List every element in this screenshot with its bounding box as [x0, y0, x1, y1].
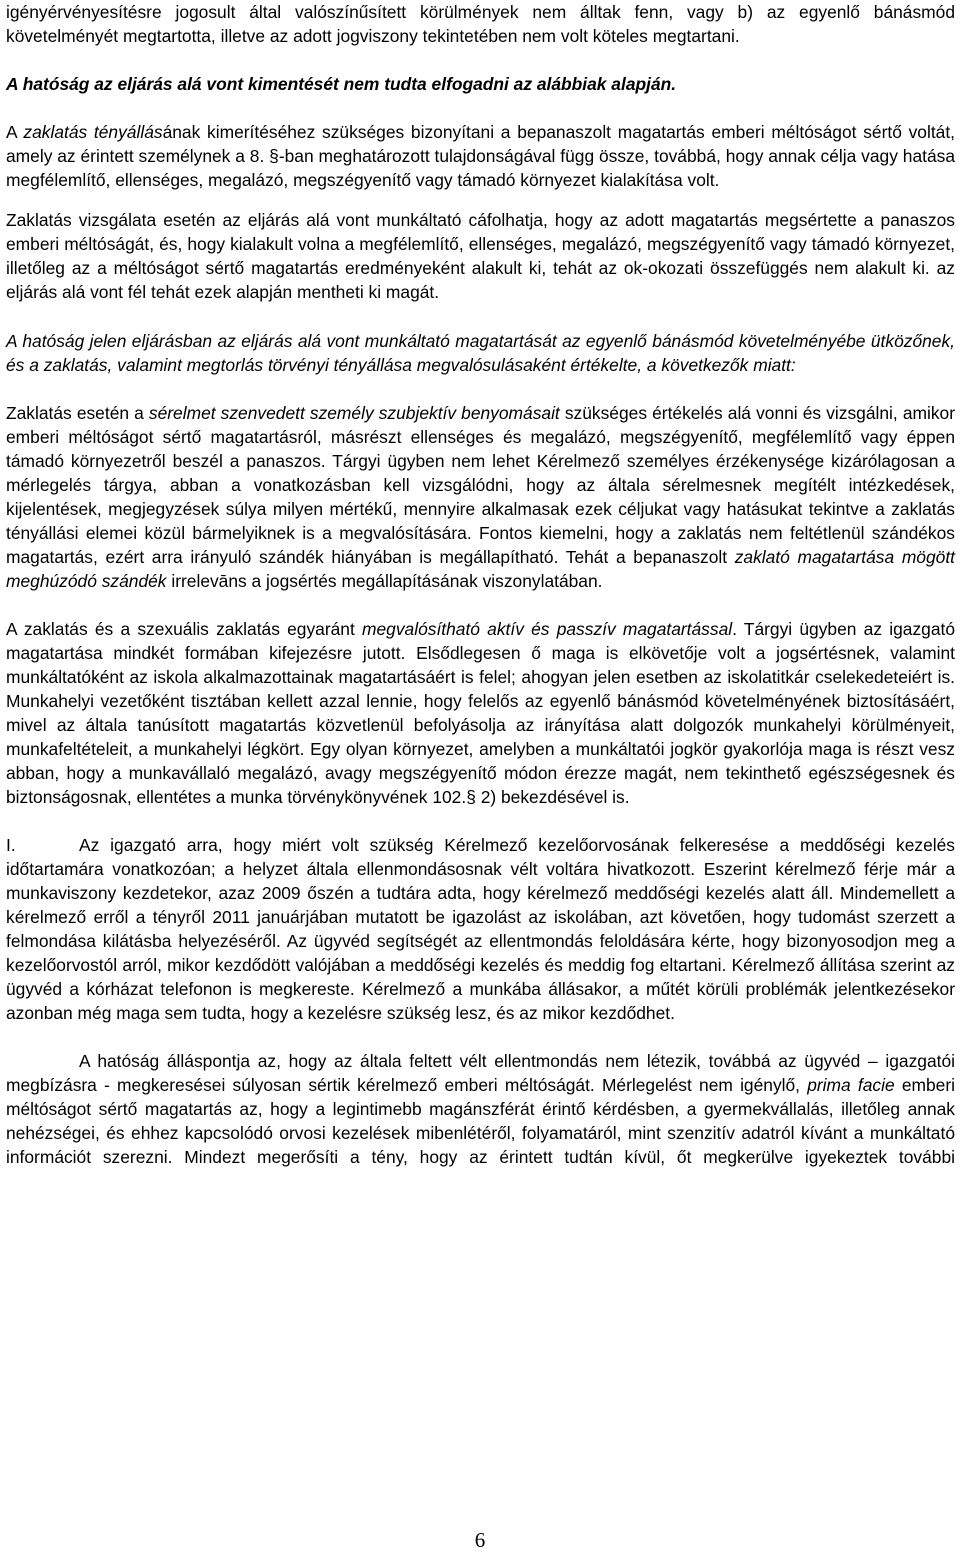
- paragraph-3-italic: zaklatás tényállás: [23, 122, 163, 142]
- paragraph-3: [6, 120, 955, 192]
- paragraph-9-text-a: A hatóság álláspontja az, hogy az általa feltett vélt ellentmondás nem létezik, továbbá az ügyvéd – igazgatói megbízásra - megkeresései súlyosan sértik kérelmező emberi méltóságát. Mérlegelést nem igénylő,: [6, 1051, 955, 1095]
- paragraph-4-text: Zaklatás vizsgálata esetén az eljárás alá vont munkáltató cáfolhatja, hogy az adott magatartás megsértette a panaszos emberi méltóságát, és, hogy kialakult volna a megfélemlítő, ellenséges, megalázó, megszégyenítő vagy támadó környezet, illetőleg az a méltóságot sértő magatartás eredményeként alakult ki, tehát az ok-okozati összefüggés nem alakult ki. az eljárás alá vont fél tehát ezek alapján mentheti ki magát.: [6, 210, 955, 302]
- paragraph-3-text-b: ának kimerítéséhez szükséges bizonyítani a bepanaszolt magatartás emberi méltóságot sértő voltát, amely az érintett személynek a 8.: [6, 122, 956, 166]
- paragraph-6-text-c: irrelevāns a jogsértés megállapításának viszonylatában.: [166, 571, 603, 591]
- paragraph-6-text-a: Zaklatás esetén a: [6, 403, 149, 423]
- paragraph-7-text-c: 2) bekezdésével is.: [475, 787, 630, 807]
- paragraph-7: [6, 617, 955, 809]
- paragraph-4: [6, 208, 955, 304]
- paragraph-3-text-c: -ban meghatározott tulajdonságával függ össze, továbbá, hogy annak célja vagy hatása megfélemlítő, ellenséges, megalázó, megszégyenítő vagy támadó környezet kialakítása volt.: [6, 146, 955, 190]
- section-heading: [6, 72, 955, 96]
- paragraph-1-text: igényérvényesítésre jogosult által valószínűsített körülmények nem álltak fenn, vagy b) az egyenlő bánásmód követelményét megtartotta, illetve az adott jogviszony tekintetében nem volt köteles megtartani.: [6, 2, 955, 46]
- paragraph-7-text-a: A zaklatás és a szexuális zaklatás egyaránt: [6, 619, 363, 639]
- list-marker: I.: [6, 835, 16, 855]
- paragraph-8: [6, 833, 955, 1025]
- paragraph-5: [6, 329, 955, 377]
- paragraph-6: [6, 401, 955, 593]
- section-sign: §: [269, 146, 279, 166]
- paragraph-7-text-b: . Tárgyi ügyben az igazgató magatartása mindkét formában kifejezésre jutott. Elsődlegesen ő maga is elkövetője volt a jogsértésnek, valamint munkáltatóként az iskola alkalmazottainak magatartásáért is felel; ahogyan jelen esetben az iskolatitkár cselekedeteiért is. Munkahelyi vezetőként tisztában kellett azzal lennie, hogy felelős az egyenlő bánásmód követelményének biztosításáért, mivel az általa tanúsított magatartás közvetlenül befolyásolja az irányítása alatt dolgozók munkahelyi körülményeit, munkafeltételeit, a munkahelyi légkört. Egy olyan környezet, amelyben a munkáltatói jogkör gyakorlója maga is részt vesz abban, hogy a munkavállaló megalázó, avagy megszégyenítő módon érezze magát, nem tekinthető egészségesnek és biztonságosnak, ellentétes a munka törvénykönyvének 102.: [6, 619, 955, 807]
- paragraph-9-italic: prima facie: [807, 1075, 895, 1095]
- page-number: 6: [474, 1528, 486, 1552]
- paragraph-9: [6, 1049, 955, 1169]
- paragraph-6-italic-b: zaklató magatartása mögött meghúzódó szándék: [6, 547, 955, 591]
- paragraph-6-italic-a: sérelmet szenvedett személy szubjektív benyomásait: [148, 403, 560, 423]
- section-heading-text: A hatóság az eljárás alá vont kimentését nem tudta elfogadni az alábbiak alapján.: [6, 74, 677, 94]
- paragraph-7-italic: megvalósítható aktív és passzív magatartással: [362, 619, 733, 639]
- paragraph-8-text: Az igazgató arra, hogy miért volt szükség Kérelmező kezelőorvosának felkeresése a meddőségi kezelés időtartamára vonatkozóan; a helyzet általa ellenmondásosnak vélt voltára hivatkozott. Eszerint kérelmező férje már a munkaviszony kezdetekor, azaz 2009 őszén a tudtára adta, hogy kérelmező meddőségi kezelés alatt áll. Mindemellett a kérelmező erről a tényről 2011 januárjában mutatott be igazolást az iskolában, azt követően, hogy tudomást szerzett a felmondása kilátásba helyezéséről. Az ügyvéd segítségét az ellentmondás feloldására kérte, hogy bizonyosodjon meg a kezelőorvostól arról, mikor kezdődött valójában a meddőségi kezelés és meddig fog eltartani. Kérelmező állítása szerint az ügyvéd a kórházat telefonon is megkereste. Kérelmező a munkába állásakor, a műtét körüli problémák jelentkezésekor azonban még maga sem tudta, hogy a kezelésre szükség lesz, és az mikor kezdődhet.: [6, 835, 955, 1023]
- paragraph-3-text-a: A: [6, 122, 24, 142]
- paragraph-5-text: A hatóság jelen eljárásban az eljárás alá vont munkáltató magatartását az egyenlő bánásmód követelményébe ütközőnek, és a zaklatás, valamint megtorlás törvényi tényállása megvalósulásaként értékelte, a következők miatt:: [6, 331, 955, 375]
- paragraph-1: [6, 0, 955, 48]
- section-sign: §: [466, 787, 476, 807]
- paragraph-6-text-b: szükséges értékelés alá vonni és vizsgálni, amikor emberi méltóságot sértő magatartásról, másrészt ellenséges és megalázó, megszégyenítő, megfélemlítő vagy éppen támadó környezetről beszél a panaszos. Tárgyi ügyben nem lehet Kérelmező személyes érzékenysége kizárólagosan a mérlegelés tárgya, abban a vonatkozásban kell vizsgálódni, hogy az általa sérelmesnek megítélt intézkedések, kijelentések, megjegyzések súlya milyen mértékű, mennyire alkalmasak ezek céljukat vagy hatásukat tekintve a zaklatás tényállási elemei közül bármelyiknek is a megvalósítására. Fontos kiemelni, hogy a zaklatás nem feltétlenül szándékos magatartás, ezért arra irányuló szándék hiányában is megállapítható. Tehát a bepanaszolt: [6, 403, 955, 567]
- paragraph-9-text-b: emberi méltóságot sértő magatartás az, hogy a legintimebb magánszférát érintő kérdésben, a gyermekvállalás, illetőleg annak nehézségei, és ehhez kapcsolódó orvosi kezelések mibenlétéről, folyamatáról, mint szenzitív adatról kívánt a munkáltató információt szerezni. Mindezt megerősíti a tény, hogy az érintett tudtán kívül, őt megkerülve igyekeztek további: [6, 1075, 955, 1167]
